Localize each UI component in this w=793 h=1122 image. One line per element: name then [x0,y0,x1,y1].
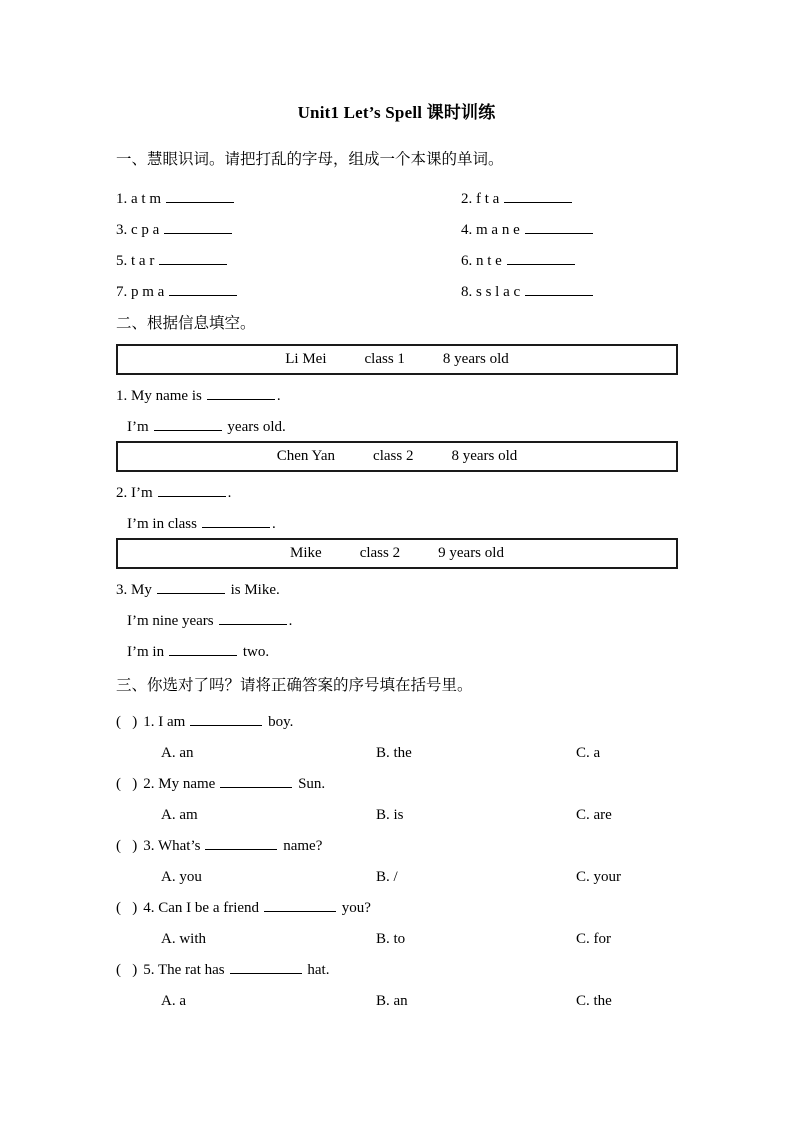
option-a: A. am [161,807,198,823]
option-b: B. the [376,745,412,761]
option-a: A. with [161,931,206,947]
info-age: 9 years old [438,545,504,561]
blank-line [219,611,287,625]
blank-line [169,642,237,656]
stem-pre: 1. I am [143,714,186,730]
option-b: B. an [376,993,408,1009]
section2-heading: 二、根据信息填空。 [116,315,256,332]
option-c: C. are [576,807,612,823]
info-box-chenyan [116,441,678,472]
fill-line [116,611,678,631]
question-stem-2 [116,774,678,794]
info-name: Mike [290,545,322,561]
section3-heading: 三、你选对了吗？请将正确答案的序号填在括号里。 [116,677,473,694]
info-name: Li Mei [285,351,327,367]
stem-pre: 3. What’s [143,838,201,854]
unscramble-item-6 [461,246,678,277]
fill-line [116,483,678,503]
blank-line [190,712,262,726]
page-title: Unit1 Let’s Spell 课时训练 [297,103,496,122]
unscramble-list [116,184,678,308]
info-box-mike [116,538,678,569]
blank-line [220,774,292,788]
fill-pre: I’m in [127,644,165,660]
option-b: B. is [376,807,404,823]
options-row-2 [116,805,678,825]
blank-line [164,220,232,234]
fill-pre: I’m [127,419,149,435]
options-row-5 [116,991,678,1011]
options-row-3 [116,867,678,887]
blank-line [525,282,593,296]
blank-line [159,251,227,265]
item-text: 6. n t e [461,253,502,269]
item-text: 8. s s l a c [461,284,521,300]
fill-pre: I’m in class [127,516,197,532]
question-stem-5 [116,960,678,980]
blank-line [157,580,225,594]
fill-line [116,514,678,534]
stem-post: name? [279,838,323,854]
options-row-1 [116,743,678,763]
fill-line [116,642,678,662]
unscramble-item-7 [116,277,461,308]
fill-line [116,580,678,600]
fill-post: . [227,485,232,501]
answer-paren: ( ) [116,900,138,916]
fill-pre: 2. I’m [116,485,153,501]
fill-post: . [288,613,293,629]
fill-post: is Mike. [226,582,280,598]
option-a: A. a [161,993,186,1009]
blank-line [207,386,275,400]
options-row-4 [116,929,678,949]
unscramble-item-1 [116,184,461,215]
question-stem-1 [116,712,678,732]
answer-paren: ( ) [116,776,138,792]
answer-paren: ( ) [116,838,138,854]
stem-post: Sun. [294,776,326,792]
item-text: 2. f t a [461,191,500,207]
fill-post: . [271,516,276,532]
stem-post: you? [338,900,371,916]
unscramble-item-4 [461,215,678,246]
section1-heading: 一、慧眼识词。请把打乱的字母，组成一个本课的单词。 [116,151,504,168]
option-a: A. you [161,869,202,885]
option-b: B. to [376,931,406,947]
blank-line [154,417,222,431]
info-age: 8 years old [442,351,509,367]
item-text: 7. p m a [116,284,165,300]
unscramble-item-5 [116,246,461,277]
question-stem-3 [116,836,678,856]
blank-line [525,220,593,234]
option-c: C. your [576,869,621,885]
info-class: class 1 [364,351,405,367]
question-stem-4 [116,898,678,918]
page-content [0,150,793,1011]
unscramble-item-2 [461,184,678,215]
stem-post: boy. [264,714,294,730]
blank-line [264,898,336,912]
answer-paren: ( ) [116,714,138,730]
option-a: A. an [161,745,194,761]
fill-line [116,417,678,437]
fill-pre: 3. My [116,582,152,598]
blank-line [169,282,237,296]
item-text: 3. c p a [116,222,160,238]
item-text: 1. a t m [116,191,161,207]
stem-pre: 4. Can I be a friend [143,900,260,916]
fill-pre: 1. My name is [116,388,202,404]
blank-line [205,836,277,850]
info-age: 8 years old [451,448,518,464]
info-class: class 2 [373,448,414,464]
blank-line [507,251,575,265]
fill-post: years old. [223,419,286,435]
answer-paren: ( ) [116,962,138,978]
stem-pre: 2. My name [143,776,216,792]
unscramble-item-3 [116,215,461,246]
stem-pre: 5. The rat has [143,962,225,978]
unscramble-item-8 [461,277,678,308]
option-b: B. / [376,869,398,885]
item-text: 4. m a n e [461,222,520,238]
stem-post: hat. [303,962,330,978]
info-class: class 2 [359,545,401,561]
blank-line [504,189,572,203]
blank-line [166,189,234,203]
info-name: Chen Yan [276,448,336,464]
fill-post: two. [239,644,270,660]
blank-line [158,483,226,497]
fill-line [116,386,678,406]
option-c: C. the [576,993,612,1009]
fill-post: . [276,388,281,404]
option-c: C. for [576,931,611,947]
option-c: C. a [576,745,601,761]
blank-line [230,960,302,974]
fill-pre: I’m nine years [127,613,214,629]
blank-line [202,514,270,528]
item-text: 5. t a r [116,253,155,269]
info-box-limei [116,344,678,375]
